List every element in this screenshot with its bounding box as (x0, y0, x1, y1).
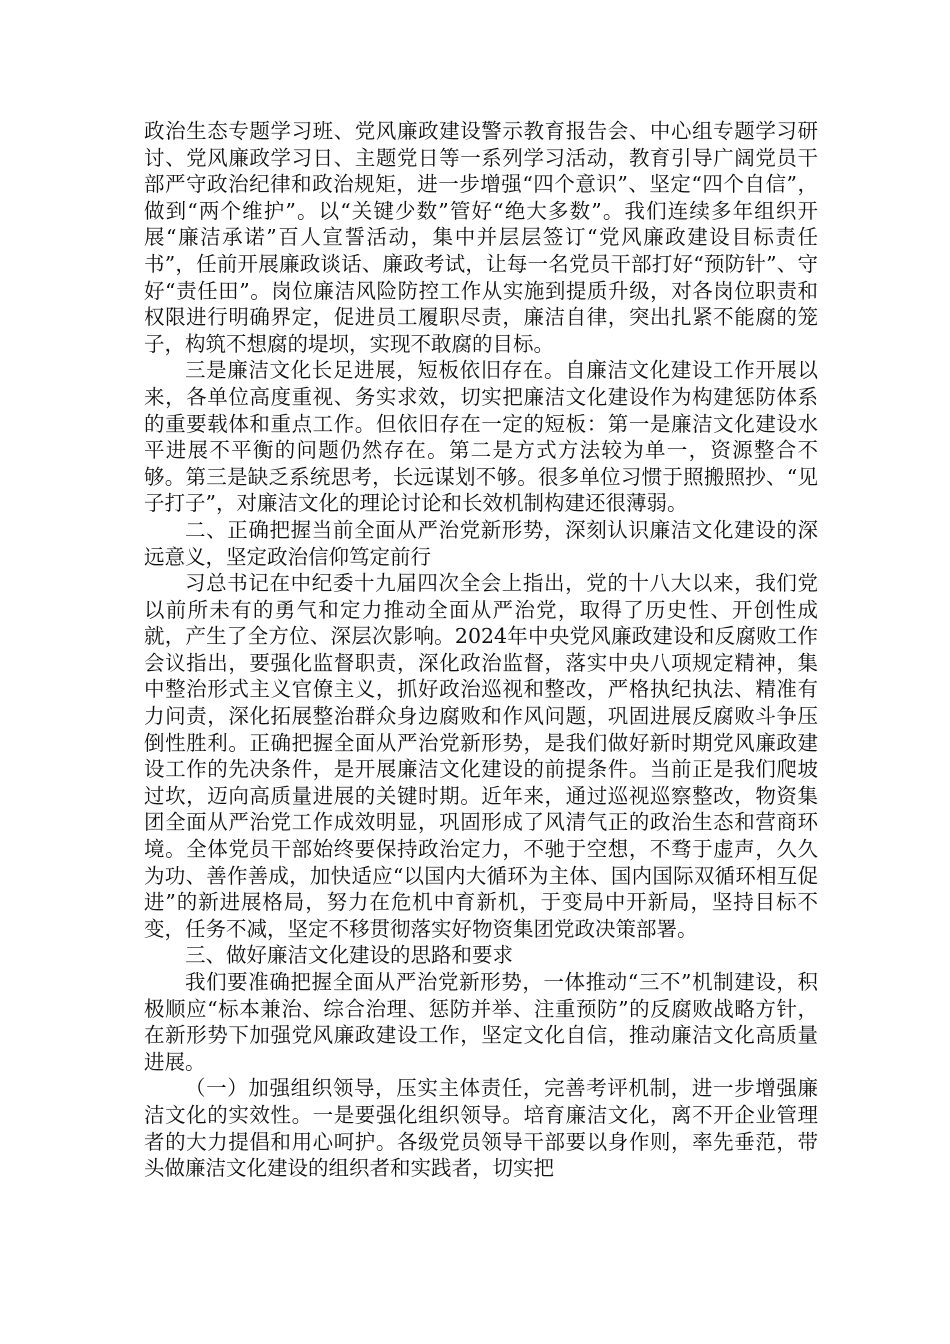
paragraph-clean-culture-progress: 三是廉洁文化长足进展，短板依旧存在。自廉洁文化建设工作开展以来，各单位高度重视、务实求效，切实把廉洁文化建设作为构建惩防体系的重要载体和重点工作。但依旧存在一定的短板：第一是廉洁文化建设水平进展不平衡的问题仍然存在。第二是方式方法较为单一，资源整合不够。第三是缺乏系统思考，长远谋划不够。很多单位习惯于照搬照抄、“见子打子”，对廉洁文化的理论讨论和长效机制构建还很薄弱。 (144, 358, 818, 516)
document-body (144, 118, 818, 1182)
section-heading-two: 二、正确把握当前全面从严治党新形势，深刻认识廉洁文化建设的深远意义，坚定政治信仰笃定前行 (144, 517, 818, 569)
paragraph-continuation: 政治生态专题学习班、党风廉政建设警示教育报告会、中心组专题学习研讨、党风廉政学习日、主题党日等一系列学习活动，教育引导广阔党员干部严守政治纪律和政治规矩，进一步增强“四个意识”、坚定“四个自信”，做到“两个维护”。以“关键少数”管好“绝大多数”。我们连续多年组织开展“廉洁承诺”百人宣誓活动，集中并层层签订“党风廉政建设目标责任书”，任前开展廉政谈话、廉政考试，让每一名党员干部打好“预防针”、守好“责任田”。岗位廉洁风险防控工作从实施到提质升级，对各岗位职责和权限进行明确界定，促进员工履职尽责，廉洁自律，突出扎紧不能腐的笼子，构筑不想腐的堤坝，实现不敢腐的目标。 (144, 119, 818, 356)
paragraph-organizational-leadership: （一）加强组织领导，压实主体责任，完善考评机制，进一步增强廉洁文化的实效性。一是要强化组织领导。培育廉洁文化，离不开企业管理者的大力提倡和用心呵护。各级党员领导干部要以身作则，率先垂范，带头做廉洁文化建设的组织者和实践者，切实把 (144, 1076, 818, 1181)
section-heading-three: 三、做好廉洁文化建设的思路和要求 (185, 943, 513, 968)
paragraph-strict-governance: 习总书记在中纪委十九届四次全会上指出，党的十八大以来，我们党以前所未有的勇气和定力推动全面从严治党，取得了历史性、开创性成就，产生了全方位、深层次影响。2024年中央党风廉政建设和反腐败工作会议指出，要强化监督职责，深化政治监督，落实中央八项规定精神，集中整治形式主义官僚主义，抓好政治巡视和整改，严格执纪执法、精准有力问责，深化拓展整治群众身边腐败和作风问题，巩固进展反腐败斗争压倒性胜利。正确把握全面从严治党新形势，是我们做好新时期党风廉政建设工作的先决条件，是开展廉洁文化建设的前提条件。当前正是我们爬坡过坎，迈向高质量进展的关键时期。近年来，通过巡视巡察整改，物资集团全面从严治党工作成效明显，巩固形成了风清气正的政治生态和营商环境。全体党员干部始终要保持政治定力，不驰于空想，不骛于虚声，久久为功、善作善成，加快适应“以国内大循环为主体、国内国际双循环相互促进”的新进展格局，努力在危机中育新机，于变局中开新局，坚持目标不变，任务不减，坚定不移贯彻落实好物资集团党政决策部署。 (144, 571, 818, 941)
paragraph-three-no-mechanism: 我们要准确把握全面从严治党新形势，一体推动“三不”机制建设，积极顺应“标本兼治、综合治理、惩防并举、注重预防”的反腐败战略方针，在新形势下加强党风廉政建设工作，坚定文化自信，推动廉洁文化高质量进展。 (144, 970, 818, 1074)
